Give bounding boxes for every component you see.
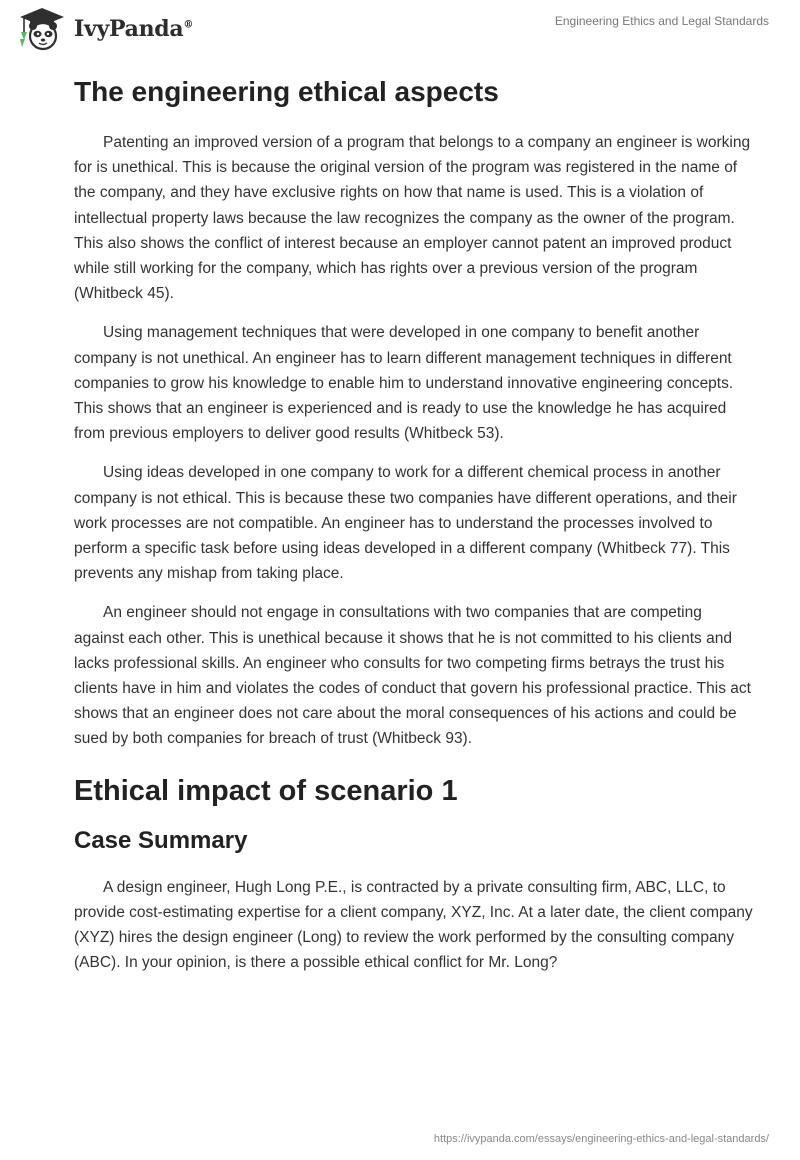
document-title: Engineering Ethics and Legal Standards [554,14,769,28]
section-heading: Ethical impact of scenario 1 [74,774,458,807]
paragraph: A design engineer, Hugh Long P.E., is contracted by a private consulting firm, ABC, LLC, to provide cost-estimating expertise for a client company, XYZ, Inc. At a later date, the client company (XYZ) hires the design engineer (Long) to review the work performed by the consulting company (ABC). In your opinion, is there a possible ethical conflict for Mr. Long? [74,878,753,972]
brand-name: IvyPanda® [74,16,194,42]
panda-graduate-icon [16,6,68,52]
source-url[interactable]: https://ivypanda.com/essays/engineering-ethics-and-legal-standards/ [433,1133,769,1145]
paragraph: Patenting an improved version of a program that belongs to a company an engineer is working for is unethical. This is because the original version of the program was registered in the name of the company, and they have exclusive rights on how that name is used. This is a violation of intellectual property laws because the law recognizes the company as the owner of the program. This also shows the conflict of interest because an employer cannot patent an improved product while still working for the company, which has rights over a previous version of the program (Whitbeck 45). [74,134,751,303]
brand-logo[interactable] [16,6,193,52]
paragraph: Using management techniques that were developed in one company to benefit another company is not unethical. An engineer has to learn different management techniques in different companies to grow his knowledge to enable him to understand innovative engineering concepts. This shows that an engineer is experienced and is ready to use the knowledge he has acquired from previous employers to deliver good results (Whitbeck 53). [74,324,734,443]
subsection-heading: Case Summary [74,826,248,854]
article-body [74,70,754,975]
section-heading: The engineering ethical aspects [74,76,499,107]
paragraph: An engineer should not engage in consultations with two companies that are competing against each other. This is unethical because it shows that he is not committed to his clients and lacks professional skills. An engineer who consults for two competing firms betrays the trust his clients have in him and violates the codes of conduct that govern his professional practice. This act shows that an engineer does not care about the moral consequences of his actions and could be sued by both companies for breach of trust (Whitbeck 93). [74,604,751,748]
paragraph: Using ideas developed in one company to work for a different chemical process in another company is not ethical. This is because these two companies have different operations, and their work processes are not compatible. An engineer has to understand the processes involved to perform a specific task before using ideas developed in a different company (Whitbeck 77). This prevents any mishap from taking place. [74,464,737,583]
